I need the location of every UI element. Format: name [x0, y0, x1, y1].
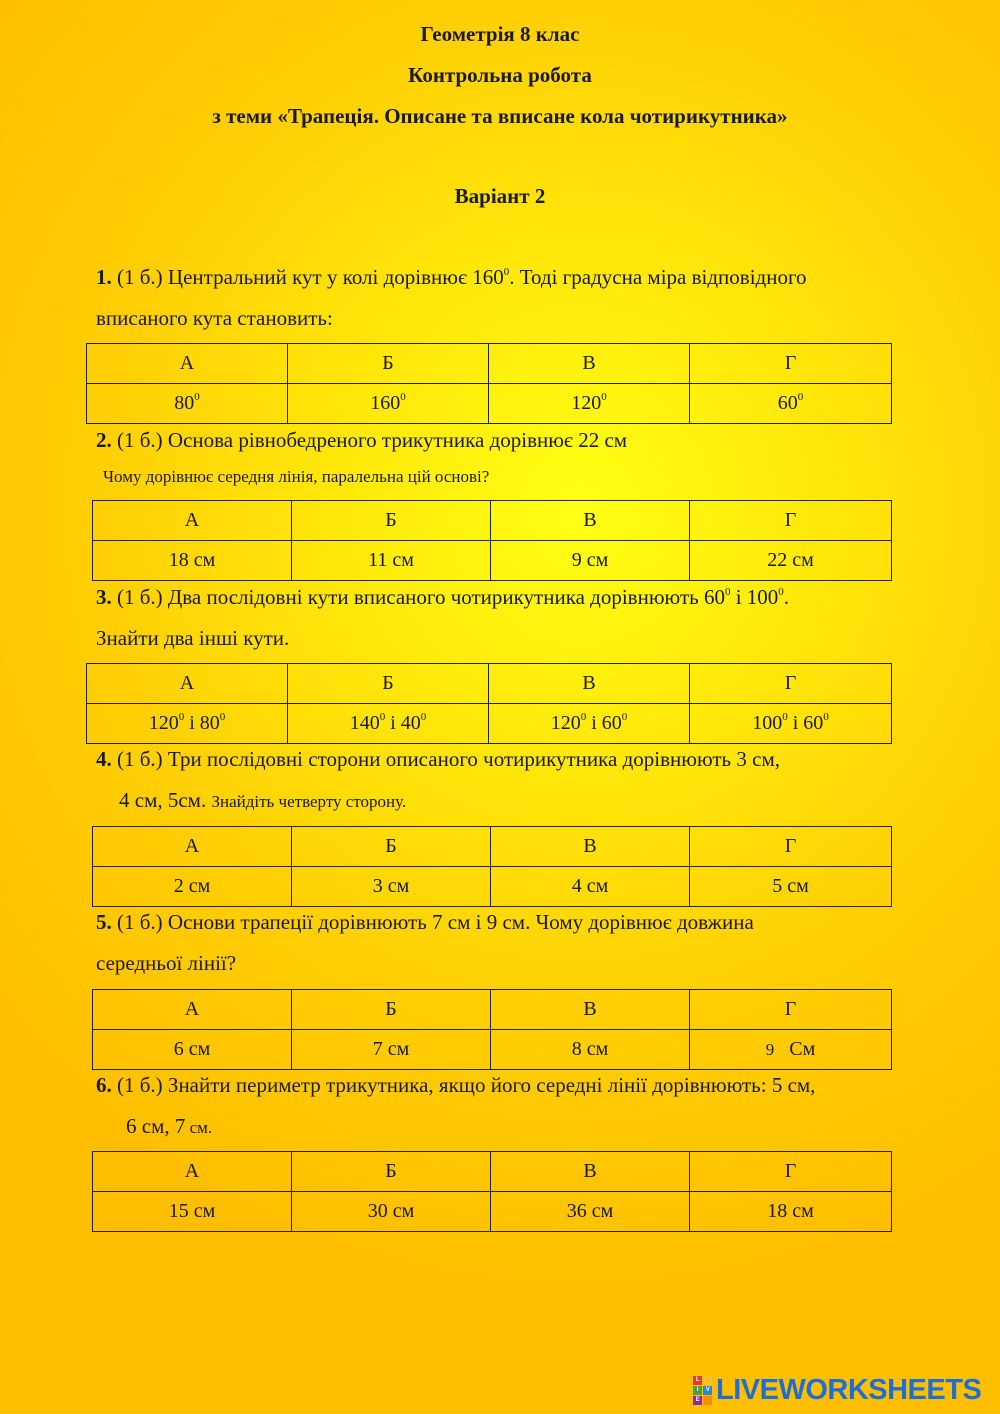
question-number: 1. [96, 265, 112, 289]
answer-cell[interactable]: 15 см [93, 1192, 292, 1232]
option-label-g[interactable]: Г [690, 344, 892, 384]
answer-cell[interactable]: $140^0$ і $40^0$ [288, 704, 489, 744]
option-label-a[interactable]: А [87, 344, 288, 384]
question-6-text-line2: 6 см, 7 см. [126, 1114, 213, 1138]
option-label-g[interactable]: Г [690, 827, 892, 867]
option-label-v[interactable]: В [491, 990, 690, 1030]
answer-cell[interactable]: 18 см [93, 541, 292, 581]
option-label-b[interactable]: Б [292, 990, 491, 1030]
question-6-text: 6. (1 б.) Знайти периметр трикутника, якщо його середні лінії дорівнюють: 5 см, [96, 1073, 816, 1097]
question-5-text: 5. (1 б.) Основи трапеції дорівнюють 7 см і 9 см. Чому дорівнює довжина [96, 910, 754, 934]
option-label-a[interactable]: А [93, 1152, 292, 1192]
variant-label: Варіант 2 [454, 184, 546, 208]
option-label-a[interactable]: А [93, 990, 292, 1030]
question-2-text: 2. (1 б.) Основа рівнобедреного трикутника дорівнює 22 см [96, 428, 628, 452]
doc-title: Геометрія 8 клас [420, 22, 580, 46]
option-label-v[interactable]: В [491, 501, 690, 541]
answer-cell[interactable]: 7 см [292, 1030, 491, 1070]
question-3-text-line2: Знайти два інші кути. [96, 626, 290, 650]
doc-topic: з теми «Трапеція. Описане та вписане кола чотирикутника» [212, 104, 788, 128]
option-label-a[interactable]: А [93, 501, 292, 541]
option-label-a[interactable]: А [93, 827, 292, 867]
question-3-text: 3. (1 б.) Два послідовні кути вписаного чотирикутника дорівнюють $60^0$ і $100^0$. [96, 585, 790, 609]
answer-cell[interactable]: 8 см [491, 1030, 690, 1070]
option-label-g[interactable]: Г [690, 1152, 892, 1192]
answer-cell[interactable]: 22 см [690, 541, 892, 581]
option-label-v[interactable]: В [491, 1152, 690, 1192]
question-5-answers [92, 989, 892, 1070]
option-label-a[interactable]: А [87, 664, 288, 704]
question-4-answers [92, 826, 892, 907]
question-number: 3. [96, 585, 112, 609]
option-label-v[interactable]: В [489, 344, 690, 384]
answer-cell[interactable]: $160^0$ [288, 384, 489, 424]
question-2-text-line2: Чому дорівнює середня лінія, паралельна цій основі? [103, 467, 490, 486]
answer-cell[interactable]: $120^0$ і $60^0$ [489, 704, 690, 744]
option-label-b[interactable]: Б [292, 827, 491, 867]
question-4-text: 4. (1 б.) Три послідовні сторони описаного чотирикутника дорівнюють 3 см, [96, 747, 780, 771]
option-label-g[interactable]: Г [690, 501, 892, 541]
doc-subtitle: Контрольна робота [408, 63, 592, 87]
answer-cell[interactable]: 2 см [93, 867, 292, 907]
answer-cell[interactable]: 6 см [93, 1030, 292, 1070]
option-label-b[interactable]: Б [288, 344, 489, 384]
answer-cell[interactable]: $100^0$ і $60^0$ [690, 704, 892, 744]
question-3-answers [86, 663, 892, 744]
option-label-b[interactable]: Б [292, 501, 491, 541]
answer-cell[interactable]: 3 см [292, 867, 491, 907]
answer-cell[interactable]: 4 см [491, 867, 690, 907]
question-number: 5. [96, 910, 112, 934]
option-label-b[interactable]: Б [292, 1152, 491, 1192]
question-1-text-line2: вписаного кута становить: [96, 306, 333, 330]
answer-cell[interactable]: 9 См [690, 1030, 892, 1070]
question-number: 2. [96, 428, 112, 452]
liveworksheets-logo[interactable] [693, 1372, 993, 1408]
option-label-v[interactable]: В [489, 664, 690, 704]
logo-text: LIVEWORKSHEETS [716, 1373, 982, 1406]
answer-cell[interactable]: 18 см [690, 1192, 892, 1232]
option-label-g[interactable]: Г [690, 990, 892, 1030]
question-number: 4. [96, 747, 112, 771]
option-label-g[interactable]: Г [690, 664, 892, 704]
option-label-v[interactable]: В [491, 827, 690, 867]
option-label-b[interactable]: Б [288, 664, 489, 704]
answer-cell[interactable]: $120^0$ [489, 384, 690, 424]
question-number: 6. [96, 1073, 112, 1097]
answer-cell[interactable]: 30 см [292, 1192, 491, 1232]
question-1-text: 1. (1 б.) Центральний кут у колі дорівнює $160^0$. Тоді градусна міра відповідного [96, 265, 807, 289]
question-1-answers [86, 343, 892, 424]
answer-cell[interactable]: 36 см [491, 1192, 690, 1232]
question-4-text-line2: 4 см, 5см. Знайдіть четверту сторону. [119, 788, 407, 812]
answer-cell[interactable]: 11 см [292, 541, 491, 581]
logo-cubes-icon: L I V E [693, 1376, 712, 1405]
answer-cell[interactable]: 9 см [491, 541, 690, 581]
answer-cell[interactable]: 5 см [690, 867, 892, 907]
answer-cell[interactable]: $80^0$ [87, 384, 288, 424]
question-6-answers [92, 1151, 892, 1232]
question-2-answers [92, 500, 892, 581]
answer-cell[interactable]: $120^0$ і $80^0$ [87, 704, 288, 744]
question-5-text-line2: середньої лінії? [96, 951, 237, 975]
answer-cell[interactable]: $60^0$ [690, 384, 892, 424]
